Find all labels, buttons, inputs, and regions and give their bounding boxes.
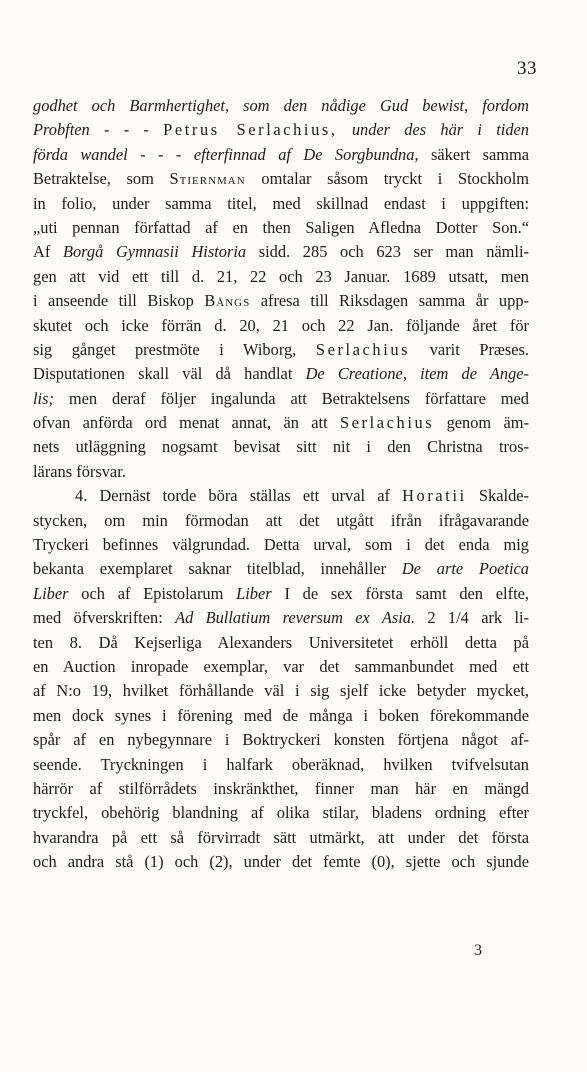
text-line-13: lis; men deraf följer ingalunda att Betraktelsens författare med <box>33 388 529 408</box>
text-line-10: skutet och icke förrän d. 20, 21 och 22 Jan. följande året för <box>33 315 529 335</box>
page-number: 33 <box>517 58 537 79</box>
text-line-3: förda wandel - - - efterfinnad af De Sorgbundna, säkert samma <box>33 144 529 164</box>
text-line-26: men dock synes i förening med de många i boken förekommande <box>33 705 529 725</box>
text-line-21: Liber och af Epistolarum Liber I de sex första samt den elfte, <box>33 583 529 603</box>
text-line-16: lärans försvar. <box>33 461 126 481</box>
text-line-2: Probften - - - Petrus Serlachius, under des här i tiden <box>33 120 529 140</box>
text-line-32: och andra stå (1) och (2), under det femte (0), sjette och sjunde <box>33 852 529 872</box>
text-line-30: tryckfel, obehörig blandning af olika stilar, bladens ordning efter <box>33 803 529 823</box>
text-line-22: med öfverskriften: Ad Bullatium reversum ex Asia. 2 1/4 ark li- <box>33 608 530 628</box>
text-line-31: hvarandra på ett så förvirradt sätt utmärkt, att under det första <box>33 827 529 847</box>
text-line-6: „uti pennan författad af en then Saligen Afledna Dotter Son.“ <box>33 217 529 237</box>
text-line-27: spår af en nybegynnare i Boktryckeri konsten förtjena något af- <box>33 730 529 750</box>
text-line-25: af N:o 19, hvilket förhållande väl i sig sjelf icke betyder mycket, <box>33 681 529 701</box>
text-line-4: Betraktelse, som Stiernman omtalar såsom tryckt i Stockholm <box>33 169 529 189</box>
body-text <box>33 94 529 875</box>
text-line-15: nets utläggning nogsamt bevisat sitt nit i den Christna tros- <box>33 437 529 457</box>
text-line-18: stycken, om min förmodan att det utgått ifrån ifrågavarande <box>33 510 529 530</box>
text-line-19: Tryckeri befinnes välgrundad. Detta urval, som i det enda mig <box>33 535 529 555</box>
text-line-8: gen att vid ett till d. 21, 22 och 23 Januar. 1689 utsatt, men <box>33 266 529 286</box>
text-line-11: sig gånget prestmöte i Wiborg, Serlachius varit Præses. <box>33 339 529 359</box>
text-line-7: Af Borgå Gymnasii Historia sidd. 285 och 623 ser man nämli- <box>33 242 529 262</box>
text-line-24: en Auction inropade exemplar, var det sammanbundet med ett <box>33 656 529 676</box>
text-line-12: Disputationen skall väl då handlat De Creatione, item de Ange- <box>33 364 530 384</box>
text-line-28: seende. Tryckningen i halfark oberäknad, hvilken tvifvelsutan <box>33 754 529 774</box>
text-line-29: härrör af stilförrådets inskränkthet, finner man här en mängd <box>33 778 529 798</box>
text-line-14: ofvan anförda ord menat annat, än att Serlachius genom äm- <box>33 413 529 433</box>
text-line-1: godhet och Barmhertighet, som den nådige Gud bewist, fordom <box>33 96 529 115</box>
text-line-23: ten 8. Då Kejserliga Alexanders Universitetet erhöll detta på <box>33 632 529 652</box>
text-line-17: 4. Dernäst torde böra ställas ett urval af Horatii Skalde- <box>75 486 529 506</box>
text-line-20: bekanta exemplaret saknar titelblad, innehåller De arte Poetica <box>33 559 529 579</box>
signature-mark: 3 <box>474 942 482 959</box>
text-line-9: i anseende till Biskop Bångs afresa till Riksdagen samma år upp- <box>33 291 529 311</box>
text-line-5: in folio, under samma titel, med skillnad endast i uppgiften: <box>33 193 529 213</box>
